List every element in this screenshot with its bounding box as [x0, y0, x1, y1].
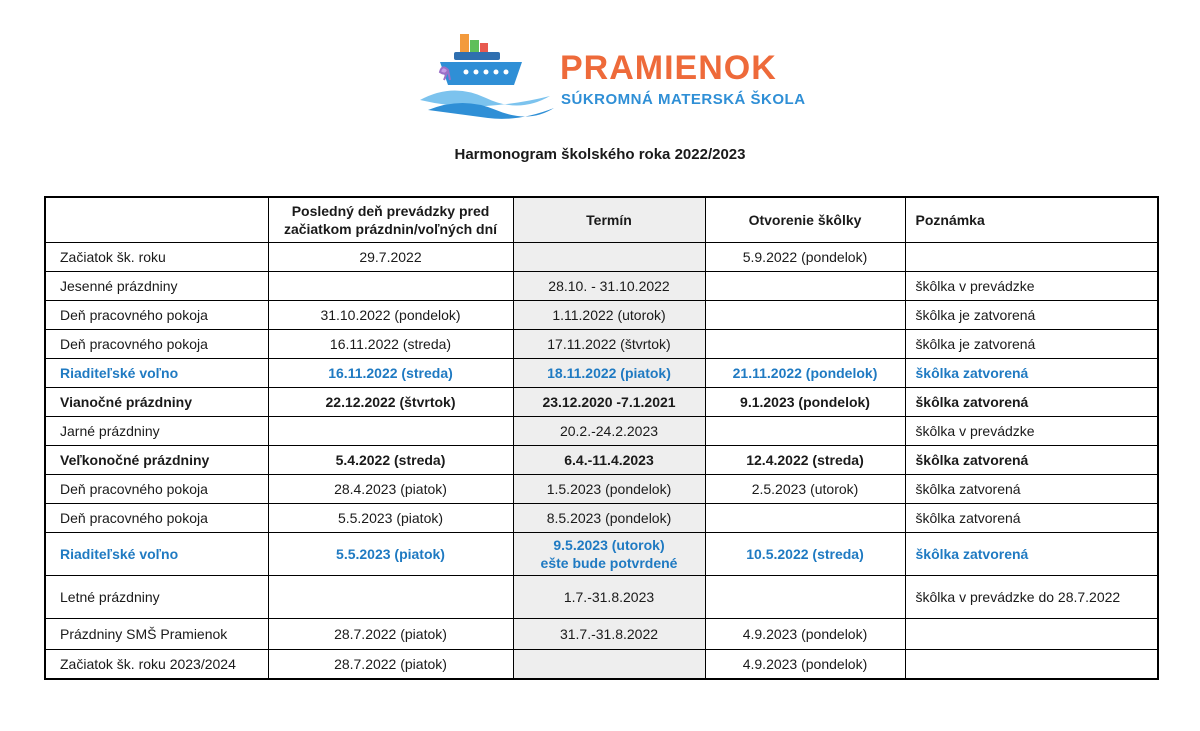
cell-event-name: Riaditeľské voľno: [45, 359, 268, 388]
cell-last-day: 16.11.2022 (streda): [268, 359, 513, 388]
cell-note: škôlka zatvorená: [905, 446, 1158, 475]
header-term: Termín: [513, 197, 705, 243]
table-row: [45, 533, 1158, 576]
cell-term: 1.11.2022 (utorok): [513, 301, 705, 330]
table-row: [45, 504, 1158, 533]
cell-term: 1.5.2023 (pondelok): [513, 475, 705, 504]
cell-event-name: Prázdniny SMŠ Pramienok: [45, 619, 268, 650]
cell-last-day: 22.12.2022 (štvrtok): [268, 388, 513, 417]
cell-note: [905, 650, 1158, 680]
school-logo: [418, 30, 806, 125]
cell-last-day: [268, 576, 513, 619]
cell-last-day: 28.4.2023 (piatok): [268, 475, 513, 504]
cell-note: škôlka zatvorená: [905, 359, 1158, 388]
cell-opening: [705, 417, 905, 446]
cell-opening: 5.9.2022 (pondelok): [705, 243, 905, 272]
table-row: [45, 359, 1158, 388]
cell-last-day: 28.7.2022 (piatok): [268, 619, 513, 650]
cell-opening: 2.5.2023 (utorok): [705, 475, 905, 504]
cell-event-name: Deň pracovného pokoja: [45, 475, 268, 504]
cell-last-day: 16.11.2022 (streda): [268, 330, 513, 359]
cell-event-name: Jarné prázdniny: [45, 417, 268, 446]
cell-opening: 12.4.2022 (streda): [705, 446, 905, 475]
cell-term: [513, 243, 705, 272]
cell-event-name: Deň pracovného pokoja: [45, 330, 268, 359]
table-row: [45, 619, 1158, 650]
cell-note: [905, 243, 1158, 272]
cell-term: 17.11.2022 (štvrtok): [513, 330, 705, 359]
ship-hull: [440, 62, 522, 85]
cell-last-day: 5.4.2022 (streda): [268, 446, 513, 475]
term-note: ešte bude potvrdené: [540, 555, 678, 571]
term-value: 9.5.2023 (utorok): [553, 537, 665, 553]
cell-term: [513, 533, 705, 576]
header-note: Poznámka: [905, 197, 1158, 243]
table-row: [45, 576, 1158, 619]
cell-event-name: Riaditeľské voľno: [45, 533, 268, 576]
cell-term: [513, 650, 705, 680]
cell-note: škôlka zatvorená: [905, 533, 1158, 576]
cell-note: škôlka v prevádzke: [905, 417, 1158, 446]
cell-opening: [705, 272, 905, 301]
cell-term: 23.12.2020 -7.1.2021: [513, 388, 705, 417]
cell-last-day: 5.5.2023 (piatok): [268, 533, 513, 576]
cell-note: škôlka je zatvorená: [905, 330, 1158, 359]
cell-note: škôlka zatvorená: [905, 504, 1158, 533]
cell-note: škôlka zatvorená: [905, 475, 1158, 504]
logo-name: PRAMIENOK: [560, 49, 777, 87]
cell-note: [905, 619, 1158, 650]
cell-opening: 4.9.2023 (pondelok): [705, 619, 905, 650]
table-row: [45, 650, 1158, 680]
ship-funnel-green: [470, 40, 479, 54]
cell-note: škôlka v prevádzke: [905, 272, 1158, 301]
cell-opening: [705, 330, 905, 359]
logo-subtitle: SÚKROMNÁ MATERSKÁ ŠKOLA: [561, 91, 806, 108]
cell-term: 8.5.2023 (pondelok): [513, 504, 705, 533]
cell-term: 20.2.-24.2.2023: [513, 417, 705, 446]
table-header-row: [45, 197, 1158, 243]
cell-term: 18.11.2022 (piatok): [513, 359, 705, 388]
cell-note: škôlka je zatvorená: [905, 301, 1158, 330]
cell-term: 1.7.-31.8.2023: [513, 576, 705, 619]
cell-term: 28.10. - 31.10.2022: [513, 272, 705, 301]
cell-event-name: Začiatok šk. roku: [45, 243, 268, 272]
cell-event-name: Jesenné prázdniny: [45, 272, 268, 301]
schedule-table: [44, 196, 1159, 680]
ship-icon: [418, 30, 558, 125]
cell-event-name: Vianočné prázdniny: [45, 388, 268, 417]
cell-term: 6.4.-11.4.2023: [513, 446, 705, 475]
table-row: [45, 417, 1158, 446]
table-row: [45, 243, 1158, 272]
cell-note: škôlka zatvorená: [905, 388, 1158, 417]
header-last-day-line2: začiatkom prázdnin/voľných dní: [283, 221, 498, 237]
ship-funnel-orange: [460, 34, 469, 54]
table-row: [45, 272, 1158, 301]
cell-opening: 9.1.2023 (pondelok): [705, 388, 905, 417]
cell-last-day: [268, 272, 513, 301]
cell-last-day: [268, 417, 513, 446]
page-title: Harmonogram školského roka 2022/2023: [454, 146, 746, 163]
cell-last-day: 5.5.2023 (piatok): [268, 504, 513, 533]
table-row: [45, 388, 1158, 417]
header-last-day-line1: Posledný deň prevádzky pred: [291, 203, 490, 219]
cell-event-name: Veľkonočné prázdniny: [45, 446, 268, 475]
cell-opening: 21.11.2022 (pondelok): [705, 359, 905, 388]
cell-opening: [705, 504, 905, 533]
cell-term: 31.7.-31.8.2022: [513, 619, 705, 650]
cell-last-day: 29.7.2022: [268, 243, 513, 272]
cell-last-day: 28.7.2022 (piatok): [268, 650, 513, 680]
table-row: [45, 446, 1158, 475]
cell-event-name: Deň pracovného pokoja: [45, 504, 268, 533]
table-row: [45, 330, 1158, 359]
cell-event-name: Letné prázdniny: [45, 576, 268, 619]
ship-deck: [454, 52, 500, 60]
cell-note: škôlka v prevádzke do 28.7.2022: [905, 576, 1158, 619]
header-last-day: [268, 197, 513, 243]
header-cell-empty: [45, 197, 268, 243]
cell-opening: 10.5.2022 (streda): [705, 533, 905, 576]
cell-event-name: Deň pracovného pokoja: [45, 301, 268, 330]
cell-opening: [705, 301, 905, 330]
wave-light: [420, 90, 550, 106]
cell-opening: 4.9.2023 (pondelok): [705, 650, 905, 680]
table-row: [45, 475, 1158, 504]
cell-opening: [705, 576, 905, 619]
header-opening: Otvorenie škôlky: [705, 197, 905, 243]
cell-last-day: 31.10.2022 (pondelok): [268, 301, 513, 330]
cell-event-name: Začiatok šk. roku 2023/2024: [45, 650, 268, 680]
table-row: [45, 301, 1158, 330]
